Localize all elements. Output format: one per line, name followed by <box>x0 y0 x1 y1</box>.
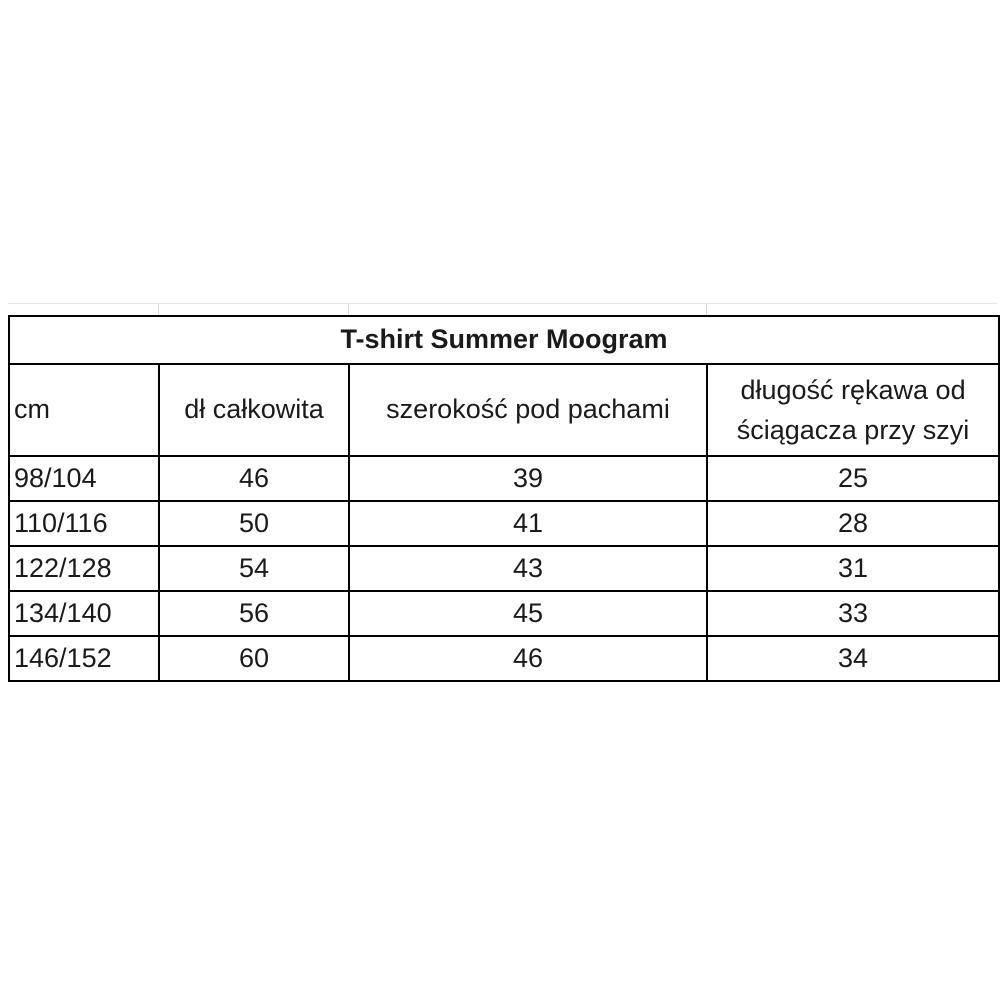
cell-armpit-width: 39 <box>349 456 707 501</box>
spreadsheet-gridline <box>158 303 159 315</box>
cell-total-length: 46 <box>159 456 349 501</box>
cell-armpit-width: 43 <box>349 546 707 591</box>
cell-armpit-width: 41 <box>349 501 707 546</box>
header-row <box>9 364 999 456</box>
table-row <box>9 591 999 636</box>
table-row <box>9 636 999 681</box>
cell-armpit-width: 46 <box>349 636 707 681</box>
table-row <box>9 456 999 501</box>
spreadsheet-gridline <box>8 303 998 304</box>
cell-size: 98/104 <box>9 456 159 501</box>
cell-sleeve-length: 25 <box>707 456 999 501</box>
title-row <box>9 316 999 364</box>
cell-size: 146/152 <box>9 636 159 681</box>
header-total-length: dł całkowita <box>159 364 349 456</box>
table-row <box>9 501 999 546</box>
cell-size: 122/128 <box>9 546 159 591</box>
spreadsheet-gridline <box>706 303 707 315</box>
cell-sleeve-length: 33 <box>707 591 999 636</box>
cell-total-length: 54 <box>159 546 349 591</box>
table-row <box>9 546 999 591</box>
cell-sleeve-length: 28 <box>707 501 999 546</box>
cell-total-length: 60 <box>159 636 349 681</box>
size-table <box>8 315 1000 682</box>
cell-total-length: 50 <box>159 501 349 546</box>
cell-size: 134/140 <box>9 591 159 636</box>
header-sleeve-length: długość rękawa od ściągacza przy szyi <box>707 364 999 456</box>
header-armpit-width: szerokość pod pachami <box>349 364 707 456</box>
table-title: T-shirt Summer Moogram <box>9 316 999 364</box>
cell-sleeve-length: 31 <box>707 546 999 591</box>
cell-size: 110/116 <box>9 501 159 546</box>
cell-total-length: 56 <box>159 591 349 636</box>
cell-sleeve-length: 34 <box>707 636 999 681</box>
header-size-unit: cm <box>9 364 159 456</box>
spreadsheet-gridline <box>348 303 349 315</box>
cell-armpit-width: 45 <box>349 591 707 636</box>
